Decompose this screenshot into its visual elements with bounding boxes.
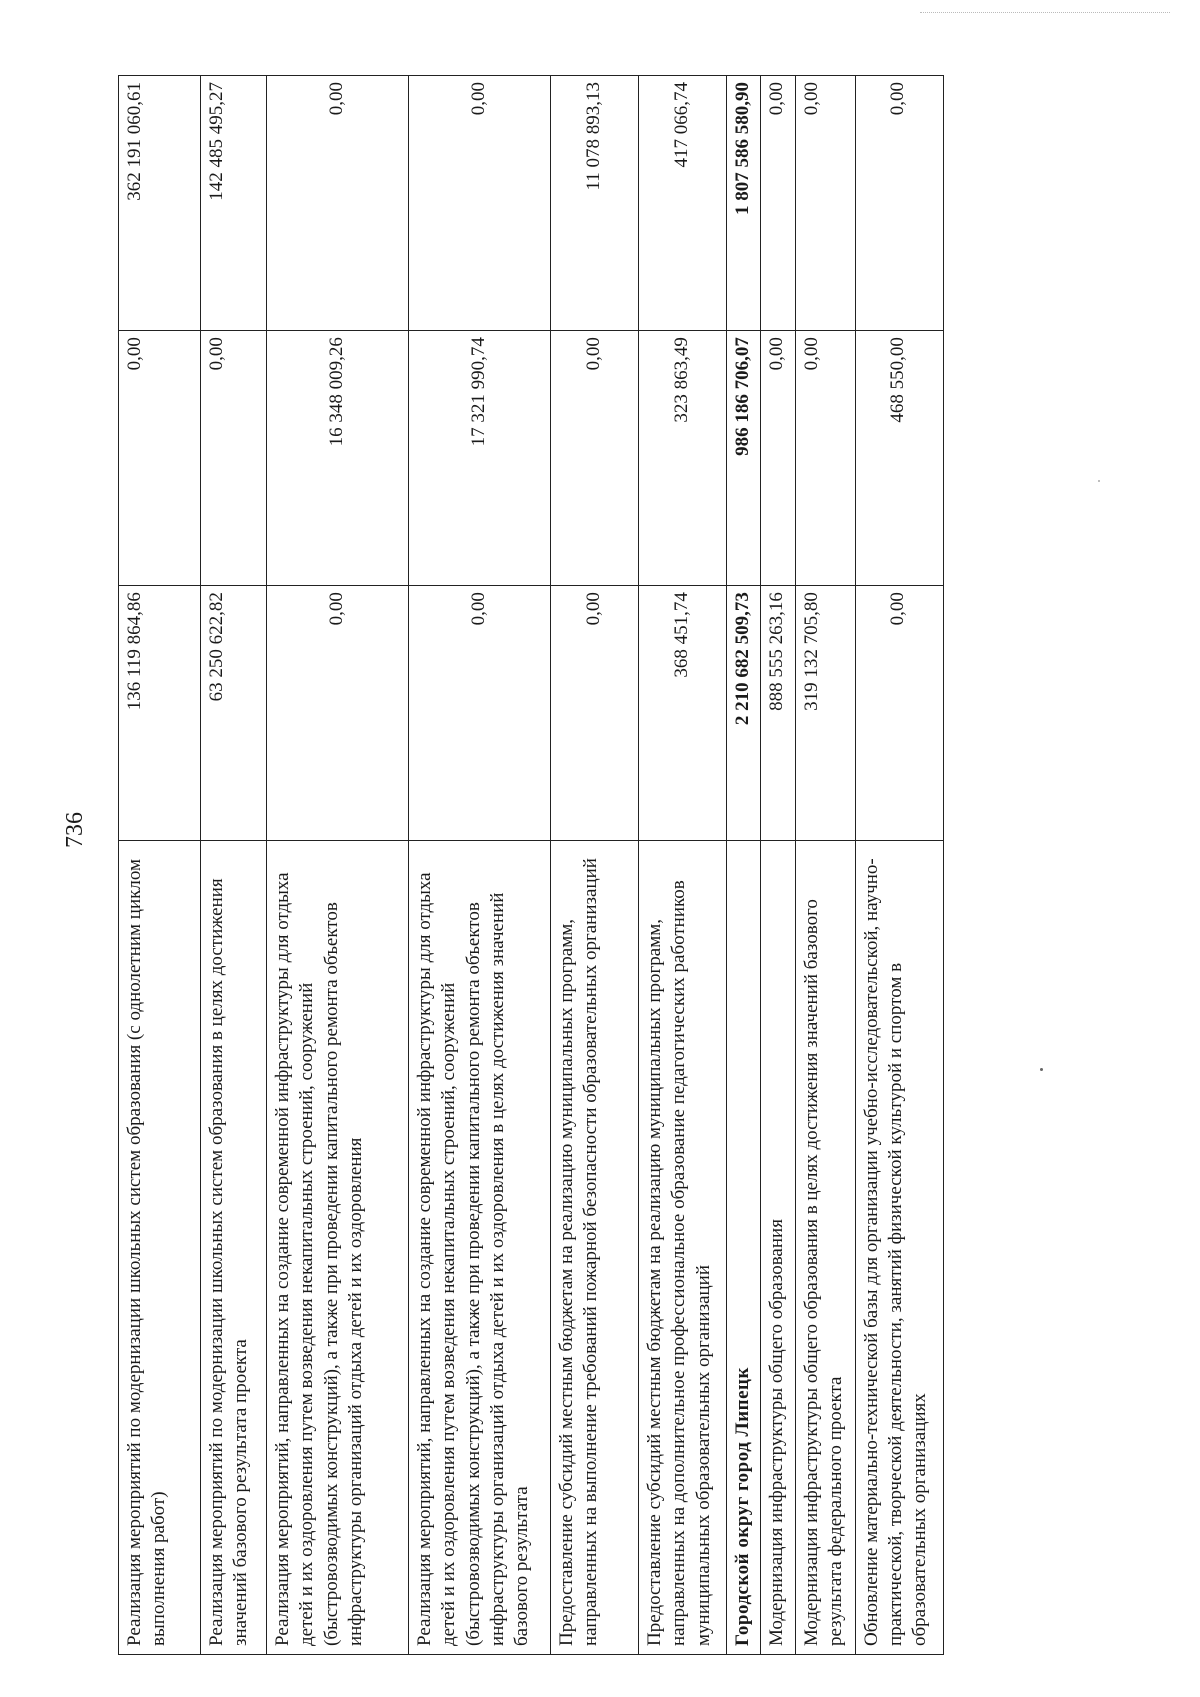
row-value-col3: 1 807 586 580,90	[727, 76, 761, 331]
row-value-col2: 0,00	[795, 331, 855, 586]
table-row	[855, 76, 943, 1655]
table-row	[267, 76, 409, 1655]
row-value-col3: 417 066,74	[639, 76, 727, 331]
row-value-col2: 17 321 990,74	[409, 331, 551, 586]
row-name: Реализация мероприятий по модернизации школьных систем образования (с однолетним циклом выполнения работ)	[119, 841, 201, 1655]
row-value-col1: 319 132 705,80	[795, 586, 855, 841]
table-row	[201, 76, 267, 1655]
row-name: Предоставление субсидий местным бюджетам на реализацию муниципальных программ, направленных на выполнение требований пожарной безопасности образовательных организаций	[551, 841, 639, 1655]
row-value-col1: 368 451,74	[639, 586, 727, 841]
row-value-col3: 0,00	[795, 76, 855, 331]
scan-artifact-line	[920, 12, 1170, 14]
row-value-col2: 0,00	[761, 331, 795, 586]
row-value-col1: 136 119 864,86	[119, 586, 201, 841]
row-value-col1: 2 210 682 509,73	[727, 586, 761, 841]
table-row	[639, 76, 727, 1655]
rotated-page-content	[118, 75, 978, 1655]
row-value-col2: 0,00	[119, 331, 201, 586]
row-value-col2: 0,00	[551, 331, 639, 586]
scan-artifact-dot	[1098, 480, 1100, 482]
row-value-col1: 63 250 622,82	[201, 586, 267, 841]
row-name: Реализация мероприятий по модернизации школьных систем образования в целях достижения значений базового результата проекта	[201, 841, 267, 1655]
row-value-col3: 0,00	[761, 76, 795, 331]
row-value-col1: 0,00	[409, 586, 551, 841]
page-number: 736	[62, 812, 88, 848]
row-name: Реализация мероприятий, направленных на создание современной инфраструктуры для отдыха детей и их оздоровления путем возведения некапитальных строений, сооружений (быстровозводимых конструкций), а также при проведении капитального ремонта объектов инфраструктуры организаций отдыха детей и их оздоровления в целях достижения значений базового результата	[409, 841, 551, 1655]
row-name: Модернизация инфраструктуры общего образования в целях достижения значений базового результата федерального проекта	[795, 841, 855, 1655]
table-row-total	[727, 76, 761, 1655]
row-value-col3: 11 078 893,13	[551, 76, 639, 331]
table-row	[119, 76, 201, 1655]
row-name: Обновление материально-технической базы для организации учебно-исследовательской, научно-практической, творческой деятельности, занятий физической культурой и спортом в образовательных организациях	[855, 841, 943, 1655]
table-row	[409, 76, 551, 1655]
row-value-col1: 0,00	[855, 586, 943, 841]
row-value-col2: 323 863,49	[639, 331, 727, 586]
row-value-col3: 0,00	[267, 76, 409, 331]
row-value-col1: 888 555 263,16	[761, 586, 795, 841]
row-value-col3: 0,00	[855, 76, 943, 331]
table-row	[551, 76, 639, 1655]
scan-artifact-dot	[1040, 1068, 1043, 1071]
row-value-col2: 986 186 706,07	[727, 331, 761, 586]
row-value-col2: 0,00	[201, 331, 267, 586]
row-value-col3: 0,00	[409, 76, 551, 331]
table-row	[795, 76, 855, 1655]
row-name-total: Городской округ город Липецк	[727, 841, 761, 1655]
row-name: Реализация мероприятий, направленных на создание современной инфраструктуры для отдыха детей и их оздоровления путем возведения некапитальных строений, сооружений (быстровозводимых конструкций), а также при проведении капитального ремонта объектов инфраструктуры организаций отдыха детей и их оздоровления	[267, 841, 409, 1655]
row-value-col3: 362 191 060,61	[119, 76, 201, 331]
row-value-col2: 468 550,00	[855, 331, 943, 586]
row-value-col3: 142 485 495,27	[201, 76, 267, 331]
row-value-col1: 0,00	[267, 586, 409, 841]
row-value-col1: 0,00	[551, 586, 639, 841]
row-value-col2: 16 348 009,26	[267, 331, 409, 586]
row-name: Модернизация инфраструктуры общего образования	[761, 841, 795, 1655]
table-row	[761, 76, 795, 1655]
row-name: Предоставление субсидий местным бюджетам на реализацию муниципальных программ, направленных на дополнительное профессиональное образование педагогических работников муниципальных образовательных организаций	[639, 841, 727, 1655]
budget-table	[118, 75, 944, 1655]
